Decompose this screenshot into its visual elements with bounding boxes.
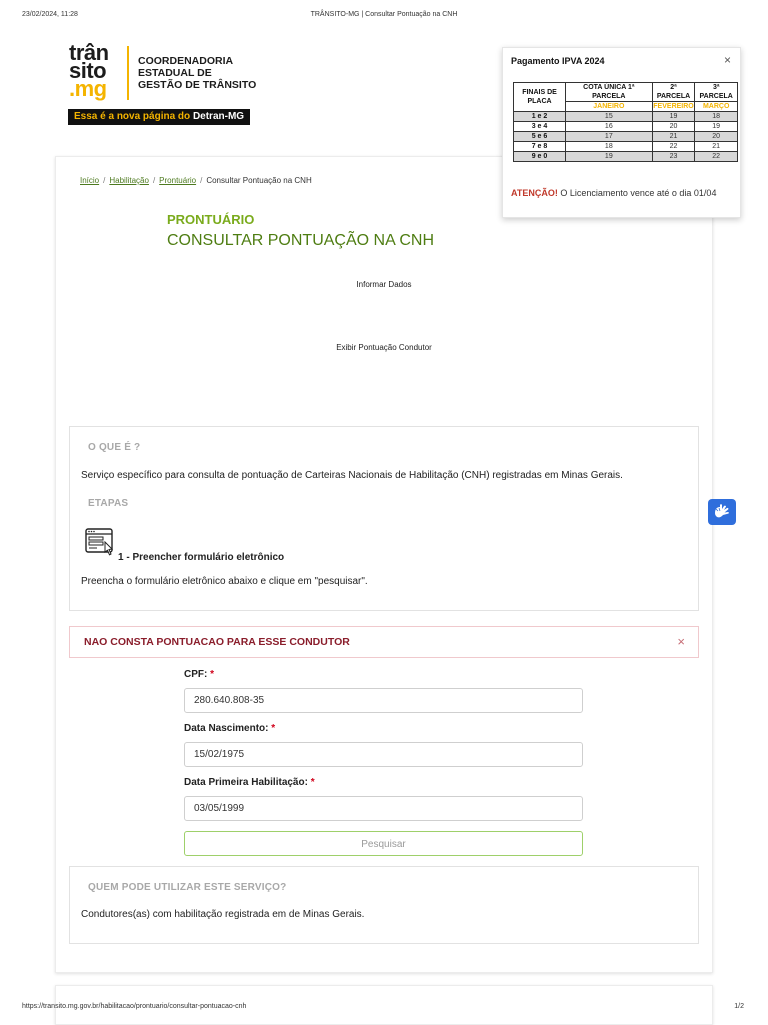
ipva-header-single: COTA ÚNICA 1ª PARCELA xyxy=(566,83,653,102)
plate-cell: 5 e 6 xyxy=(514,132,566,142)
new-page-banner xyxy=(68,109,250,125)
table-row xyxy=(514,142,738,152)
page-title: CONSULTAR PONTUAÇÃO NA CNH xyxy=(167,232,434,249)
plate-cell: 9 e 0 xyxy=(514,152,566,162)
day-cell: 19 xyxy=(652,112,695,122)
day-cell: 22 xyxy=(652,142,695,152)
online-form-icon xyxy=(85,527,115,557)
steps-heading: ETAPAS xyxy=(88,498,129,509)
brand-wordmark xyxy=(69,40,129,101)
brand-line-2: sito xyxy=(69,58,107,83)
table-row xyxy=(514,152,738,162)
day-cell: 21 xyxy=(652,132,695,142)
breadcrumb-separator: / xyxy=(103,176,106,185)
who-text: Condutores(as) com habilitação registrada em de Minas Gerais. xyxy=(81,909,365,920)
hands-icon xyxy=(712,502,732,522)
organization-name xyxy=(138,55,278,91)
print-datetime: 23/02/2024, 11:28 xyxy=(22,11,78,18)
no-points-alert xyxy=(69,626,699,658)
table-row xyxy=(514,122,738,132)
banner-suffix: Detran-MG xyxy=(192,111,245,122)
first-license-date-label-text: Data Primeira Habilitação: xyxy=(184,777,308,788)
print-url: https://transito.mg.gov.br/habilitacao/prontuario/consultar-pontuacao-cnh xyxy=(22,1003,247,1010)
popup-close-icon[interactable]: × xyxy=(723,53,731,67)
birth-date-label xyxy=(184,723,275,734)
breadcrumb-separator: / xyxy=(152,176,156,185)
section-label: PRONTUÁRIO xyxy=(167,212,255,227)
ipva-popup-title: Pagamento IPVA 2024 xyxy=(511,56,605,66)
day-cell: 17 xyxy=(566,132,653,142)
table-row xyxy=(514,132,738,142)
day-cell: 16 xyxy=(566,122,653,132)
day-cell: 15 xyxy=(566,112,653,122)
day-cell: 20 xyxy=(652,122,695,132)
print-page-number: 1/2 xyxy=(734,1003,744,1010)
ipva-header-second: 2ª PARCELA xyxy=(652,83,695,102)
cpf-label-text: CPF: xyxy=(184,669,208,680)
org-line-2: ESTADUAL DE xyxy=(138,67,212,79)
about-service-box xyxy=(69,426,699,611)
ipva-month: JANEIRO xyxy=(566,102,653,112)
sign-language-accessibility-button[interactable] xyxy=(708,499,736,525)
ipva-calendar-table xyxy=(513,82,738,162)
day-cell: 23 xyxy=(652,152,695,162)
licensing-notice xyxy=(511,188,716,198)
cpf-input[interactable] xyxy=(184,688,583,713)
step-informar-dados[interactable]: Informar Dados xyxy=(356,280,412,289)
org-line-3: GESTÃO DE TRÂNSITO xyxy=(138,79,257,91)
ipva-popup xyxy=(502,47,741,218)
day-cell: 20 xyxy=(695,132,738,142)
org-line-1: COORDENADORIA xyxy=(138,55,234,67)
ipva-month: MARÇO xyxy=(695,102,738,112)
cpf-label xyxy=(184,669,214,680)
notice-text: O Licenciamento vence até o dia 01/04 xyxy=(560,188,717,198)
birth-date-label-text: Data Nascimento: xyxy=(184,723,269,734)
ipva-header-plate: FINAIS DE PLACA xyxy=(514,83,566,112)
breadcrumb xyxy=(80,176,312,185)
step-1-title: 1 - Preencher formulário eletrônico xyxy=(118,552,285,563)
day-cell: 22 xyxy=(695,152,738,162)
step-1-text: Preencha o formulário eletrônico abaixo e clique em "pesquisar". xyxy=(81,576,368,587)
alert-close-icon[interactable]: × xyxy=(677,634,685,649)
logo-divider xyxy=(127,46,129,100)
brand-line-3: .mg xyxy=(69,76,107,101)
breadcrumb-link-habilitacao[interactable]: Habilitação xyxy=(109,176,149,185)
ipva-month: FEVEREIRO xyxy=(653,103,694,110)
banner-prefix: Essa é a nova página do xyxy=(74,111,191,122)
who-can-use-box xyxy=(69,866,699,944)
required-mark: * xyxy=(310,777,315,788)
day-cell: 19 xyxy=(695,122,738,132)
required-mark: * xyxy=(271,723,276,734)
about-text: Serviço específico para consulta de pontuação de Carteiras Nacionais de Habilitação (CNH) registradas em Minas Gerais. xyxy=(81,470,623,481)
breadcrumb-link-prontuario[interactable]: Prontuário xyxy=(159,176,197,185)
day-cell: 21 xyxy=(695,142,738,152)
plate-cell: 1 e 2 xyxy=(514,112,566,122)
breadcrumb-separator: / xyxy=(200,176,203,185)
first-license-date-input[interactable] xyxy=(184,796,583,821)
alert-message: NAO CONSTA PONTUACAO PARA ESSE CONDUTOR xyxy=(84,636,350,648)
required-mark: * xyxy=(210,669,215,680)
table-row xyxy=(514,112,738,122)
breadcrumb-current: Consultar Pontuação na CNH xyxy=(206,176,312,185)
plate-cell: 3 e 4 xyxy=(514,122,566,132)
about-heading: O QUE É ? xyxy=(88,442,141,453)
day-cell: 19 xyxy=(566,152,653,162)
birth-date-input[interactable] xyxy=(184,742,583,767)
day-cell: 18 xyxy=(566,142,653,152)
print-page-title: TRÂNSITO-MG | Consultar Pontuação na CNH xyxy=(310,11,458,18)
day-cell: 18 xyxy=(695,112,738,122)
who-heading: QUEM PODE UTILIZAR ESTE SERVIÇO? xyxy=(88,882,287,893)
step-exibir-pontuacao[interactable]: Exibir Pontuação Condutor xyxy=(336,343,432,352)
search-button[interactable]: Pesquisar xyxy=(184,831,583,856)
attention-label: ATENÇÃO! xyxy=(511,188,558,198)
brand-line-1: trân xyxy=(69,40,109,65)
first-license-date-label xyxy=(184,777,315,788)
plate-cell: 7 e 8 xyxy=(514,142,566,152)
breadcrumb-link-inicio[interactable]: Início xyxy=(80,176,100,185)
ipva-header-third: 3ª PARCELA xyxy=(695,83,738,102)
